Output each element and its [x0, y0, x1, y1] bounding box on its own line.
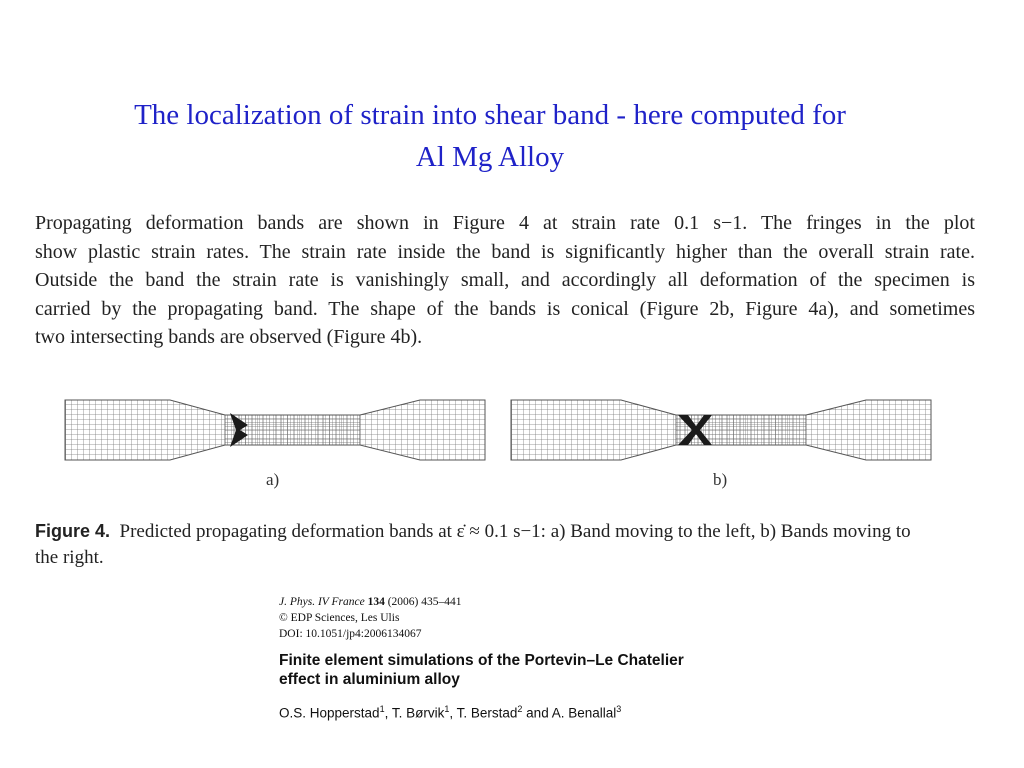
journal-name: J. Phys. IV France	[279, 596, 365, 608]
excerpt-line-5: two intersecting bands are observed (Figure 4b).	[35, 326, 423, 348]
mesh-figure-a	[60, 395, 490, 465]
paper-title-line-1: Finite element simulations of the Portevin–Le Chatelier	[279, 652, 684, 669]
author-1-affiliation: 1	[379, 704, 385, 714]
journal-volume: 134	[367, 596, 385, 608]
figure-caption	[35, 518, 975, 571]
doi-line: DOI: 10.1051/jp4:2006134067	[279, 628, 422, 640]
author-4: and A. Benallal	[522, 705, 617, 721]
paper-excerpt	[35, 209, 975, 352]
figure-label-a: a)	[266, 470, 280, 489]
journal-pages: (2006) 435–441	[387, 596, 462, 608]
author-1: O.S. Hopperstad	[279, 705, 380, 721]
figure-caption-line-1: Predicted propagating deformation bands at ε̇ ≈ 0.1 s−1: a) Band moving to the left, b) Bands moving to	[119, 521, 911, 542]
figure-caption-label: Figure 4.	[35, 521, 111, 541]
publisher-line: © EDP Sciences, Les Ulis	[279, 612, 400, 624]
slide-title	[40, 94, 940, 178]
paper-title	[279, 651, 799, 689]
excerpt-line-4: carried by the propagating band. The shape of the bands is conical (Figure 2b, Figure 4a), and sometimes	[35, 297, 975, 320]
figure-caption-line-2: the right.	[35, 547, 104, 568]
journal-line	[279, 594, 799, 610]
figure-label-b: b)	[713, 470, 728, 489]
slide-title-line-2: Al Mg Alloy	[415, 141, 565, 173]
author-3-affiliation: 2	[517, 704, 523, 714]
excerpt-line-1: Propagating deformation bands are shown in Figure 4 at strain rate 0.1 s−1. The fringes in the plot	[35, 212, 975, 234]
author-4-affiliation: 3	[616, 704, 622, 714]
author-list	[279, 700, 839, 723]
author-3: , T. Berstad	[449, 705, 518, 721]
gauge-section-a	[225, 415, 360, 445]
mesh-figure-b	[506, 395, 936, 465]
author-2: , T. Børvik	[384, 705, 445, 721]
paper-title-line-2: effect in aluminium alloy	[279, 671, 460, 688]
slide-title-line-1: The localization of strain into shear band - here computed for	[134, 99, 846, 131]
author-2-affiliation: 1	[444, 704, 450, 714]
excerpt-line-2: show plastic strain rates. The strain rate inside the band is significantly higher than the overall strain rate.	[35, 240, 975, 263]
citation-header	[279, 594, 799, 642]
excerpt-line-3: Outside the band the strain rate is vanishingly small, and accordingly all deformation of the specimen is	[35, 269, 975, 291]
